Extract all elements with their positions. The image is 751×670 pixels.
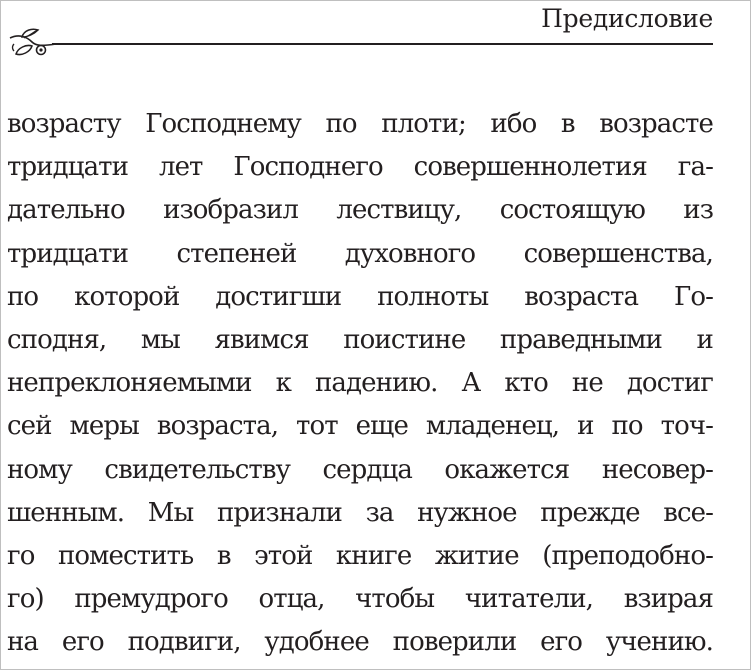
text-line: тридцати степеней духовного совершенства, [7, 238, 713, 269]
text-line: сподня, мы явимся поистине праведными и [7, 324, 713, 355]
text-line: на его подвиги, удобнее поверили его учению. [7, 627, 713, 658]
text-line: шенным. Мы признали за нужное прежде все- [7, 497, 713, 528]
text-line: по которой достигши полноты возраста Го- [7, 281, 713, 312]
text-line: непреклоняемыми к падению. А кто не достиг [7, 368, 713, 399]
body-text [7, 103, 713, 664]
text-line: сей меры возраста, тот еще младенец, и по точ- [7, 411, 713, 442]
running-head: Предисловие [541, 4, 713, 33]
vine-leaf-ornament-icon [8, 26, 60, 64]
text-line: ному свидетельству сердца окажется несовер- [7, 454, 713, 485]
header-rule [52, 43, 713, 45]
text-line: возрасту Господнему по плоти; ибо в возрасте [7, 109, 713, 139]
text-line: го поместить в этой книге житие (преподобно- [7, 540, 713, 571]
text-line: тридцати лет Господнего совершеннолетия га- [7, 152, 713, 183]
text-line: дательно изобразил лествицу, состоящую из [7, 195, 713, 226]
text-line: го) премудрого отца, чтобы читатели, взирая [7, 584, 713, 615]
